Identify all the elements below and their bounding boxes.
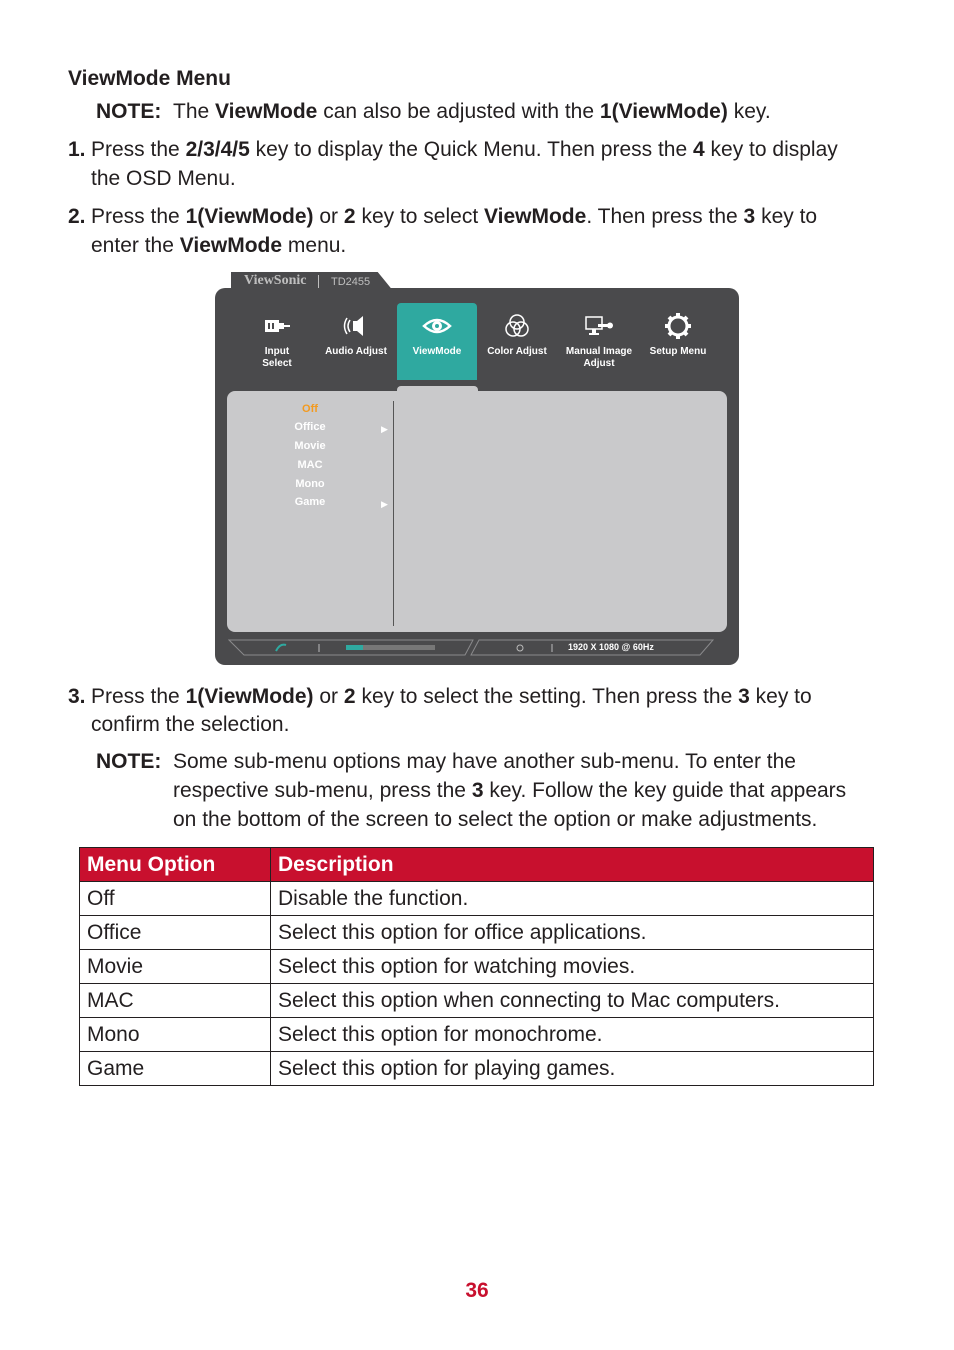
text-bold: 3 bbox=[738, 685, 750, 708]
note-1 bbox=[96, 97, 771, 126]
input-select-icon bbox=[262, 311, 292, 341]
table-cell: Game bbox=[80, 1052, 271, 1086]
brand-logo: ViewSonic bbox=[244, 273, 307, 288]
text-bold: ViewMode bbox=[179, 234, 283, 257]
table-row bbox=[80, 1018, 874, 1052]
text: Press the bbox=[91, 685, 180, 708]
note-text: respective sub-menu, press the bbox=[173, 779, 466, 802]
text: enter the bbox=[91, 234, 174, 257]
note-text: can also be adjusted with the bbox=[323, 100, 595, 123]
menu-item-audio-adjust[interactable] bbox=[316, 303, 396, 380]
text-bold: 4 bbox=[693, 138, 705, 161]
text: key to bbox=[755, 685, 812, 708]
note-text: key. Follow the key guide that appears bbox=[489, 779, 847, 802]
text-bold: 1(ViewMode) bbox=[185, 685, 314, 708]
color-circles-icon bbox=[502, 311, 532, 341]
text-bold: ViewMode bbox=[484, 205, 587, 228]
menu-item-manual-image-adjust[interactable] bbox=[559, 303, 639, 380]
menu-label: Color Adjust bbox=[487, 346, 547, 357]
text: key to bbox=[761, 205, 818, 228]
table-cell: Select this option for office applications. bbox=[271, 916, 874, 950]
step-1-line-1 bbox=[91, 135, 838, 164]
note-bold: 3 bbox=[471, 779, 484, 802]
menu-item-input-select[interactable] bbox=[237, 303, 317, 380]
note-2-line-3: on the bottom of the screen to select the option or make adjustments. bbox=[173, 808, 818, 831]
menu-label: Input Select bbox=[262, 346, 292, 369]
option-game[interactable]: Game bbox=[294, 496, 326, 508]
monitor-wrench-icon bbox=[584, 311, 614, 341]
option-mac[interactable]: MAC bbox=[297, 459, 323, 471]
table-cell: Select this option for monochrome. bbox=[271, 1018, 874, 1052]
table-cell: Mono bbox=[80, 1018, 271, 1052]
note-2-line-1 bbox=[96, 747, 796, 776]
menu-option-table bbox=[79, 847, 874, 1086]
note-text: key. bbox=[733, 100, 771, 123]
section-title: ViewMode Menu bbox=[68, 67, 231, 90]
column-header: Menu Option bbox=[80, 848, 271, 882]
eye-icon bbox=[422, 311, 452, 341]
table-cell: Disable the function. bbox=[271, 882, 874, 916]
table-cell: Select this option for watching movies. bbox=[271, 950, 874, 984]
step-3-number: 3. bbox=[68, 685, 86, 708]
submenu-arrow-icon: ▶ bbox=[381, 499, 388, 509]
gear-icon bbox=[663, 311, 693, 341]
note-label: NOTE: bbox=[96, 750, 162, 773]
menu-label: Setup Menu bbox=[649, 346, 707, 357]
note-2-line-2 bbox=[173, 776, 846, 805]
table-cell: Select this option for playing games. bbox=[271, 1052, 874, 1086]
text-bold: 2 bbox=[343, 205, 356, 228]
text: or bbox=[319, 685, 339, 708]
page-number: 36 bbox=[465, 1279, 489, 1302]
note-text: Some sub-menu options may have another sub-menu. To enter the bbox=[173, 750, 796, 773]
step-3-line-2: confirm the selection. bbox=[91, 713, 290, 736]
text: key to display the Quick Menu. Then press the bbox=[255, 138, 688, 161]
menu-item-color-adjust[interactable] bbox=[477, 303, 557, 380]
text: . Then press the bbox=[586, 205, 738, 228]
table-row bbox=[80, 882, 874, 916]
option-office[interactable]: Office bbox=[294, 421, 326, 433]
step-2-number: 2. bbox=[68, 205, 86, 228]
text: key to display bbox=[710, 138, 838, 161]
menu-item-viewmode[interactable] bbox=[397, 303, 477, 380]
menu-label: Manual Image Adjust bbox=[565, 346, 633, 369]
column-header: Description bbox=[271, 848, 874, 882]
option-mono[interactable]: Mono bbox=[295, 478, 325, 490]
note-label: NOTE: bbox=[96, 100, 162, 123]
text: or bbox=[319, 205, 339, 228]
option-off[interactable]: Off bbox=[302, 403, 318, 415]
brand-divider bbox=[318, 275, 319, 288]
table-cell: Off bbox=[80, 882, 271, 916]
note-bold: 1(ViewMode) bbox=[599, 100, 728, 123]
text: key to select bbox=[361, 205, 479, 228]
step-3-line-1 bbox=[91, 682, 812, 711]
submenu-arrow-icon: ▶ bbox=[381, 424, 388, 434]
step-1-line-2: the OSD Menu. bbox=[91, 167, 236, 190]
menu-label: Audio Adjust bbox=[325, 346, 387, 357]
submenu-divider bbox=[393, 401, 394, 626]
text-bold: 1(ViewMode) bbox=[185, 205, 314, 228]
step-2-line-2 bbox=[91, 231, 346, 260]
table-cell: Movie bbox=[80, 950, 271, 984]
speaker-icon bbox=[341, 311, 371, 341]
text: Press the bbox=[91, 205, 180, 228]
text: Press the bbox=[91, 138, 180, 161]
note-bold: ViewMode bbox=[215, 100, 318, 123]
resolution-readout: 1920 X 1080 @ 60Hz bbox=[568, 642, 654, 652]
table-cell: MAC bbox=[80, 984, 271, 1018]
table-cell: Select this option when connecting to Mac computers. bbox=[271, 984, 874, 1018]
menu-item-setup-menu[interactable] bbox=[638, 303, 718, 380]
model-name: TD2455 bbox=[331, 276, 371, 288]
table-header-row bbox=[80, 848, 874, 882]
table-row bbox=[80, 916, 874, 950]
text: menu. bbox=[287, 234, 347, 257]
note-text: The bbox=[173, 100, 210, 123]
text: key to select the setting. Then press the bbox=[361, 685, 733, 708]
text-bold: 3 bbox=[743, 205, 756, 228]
table-row bbox=[80, 950, 874, 984]
menu-label: ViewMode bbox=[412, 346, 462, 357]
table-cell: Office bbox=[80, 916, 271, 950]
option-movie[interactable]: Movie bbox=[294, 440, 326, 452]
step-1-number: 1. bbox=[68, 138, 86, 161]
table-row bbox=[80, 984, 874, 1018]
table-row bbox=[80, 1052, 874, 1086]
step-2-line-1 bbox=[91, 202, 817, 231]
text-bold: 2/3/4/5 bbox=[185, 138, 250, 161]
text-bold: 2 bbox=[343, 685, 356, 708]
